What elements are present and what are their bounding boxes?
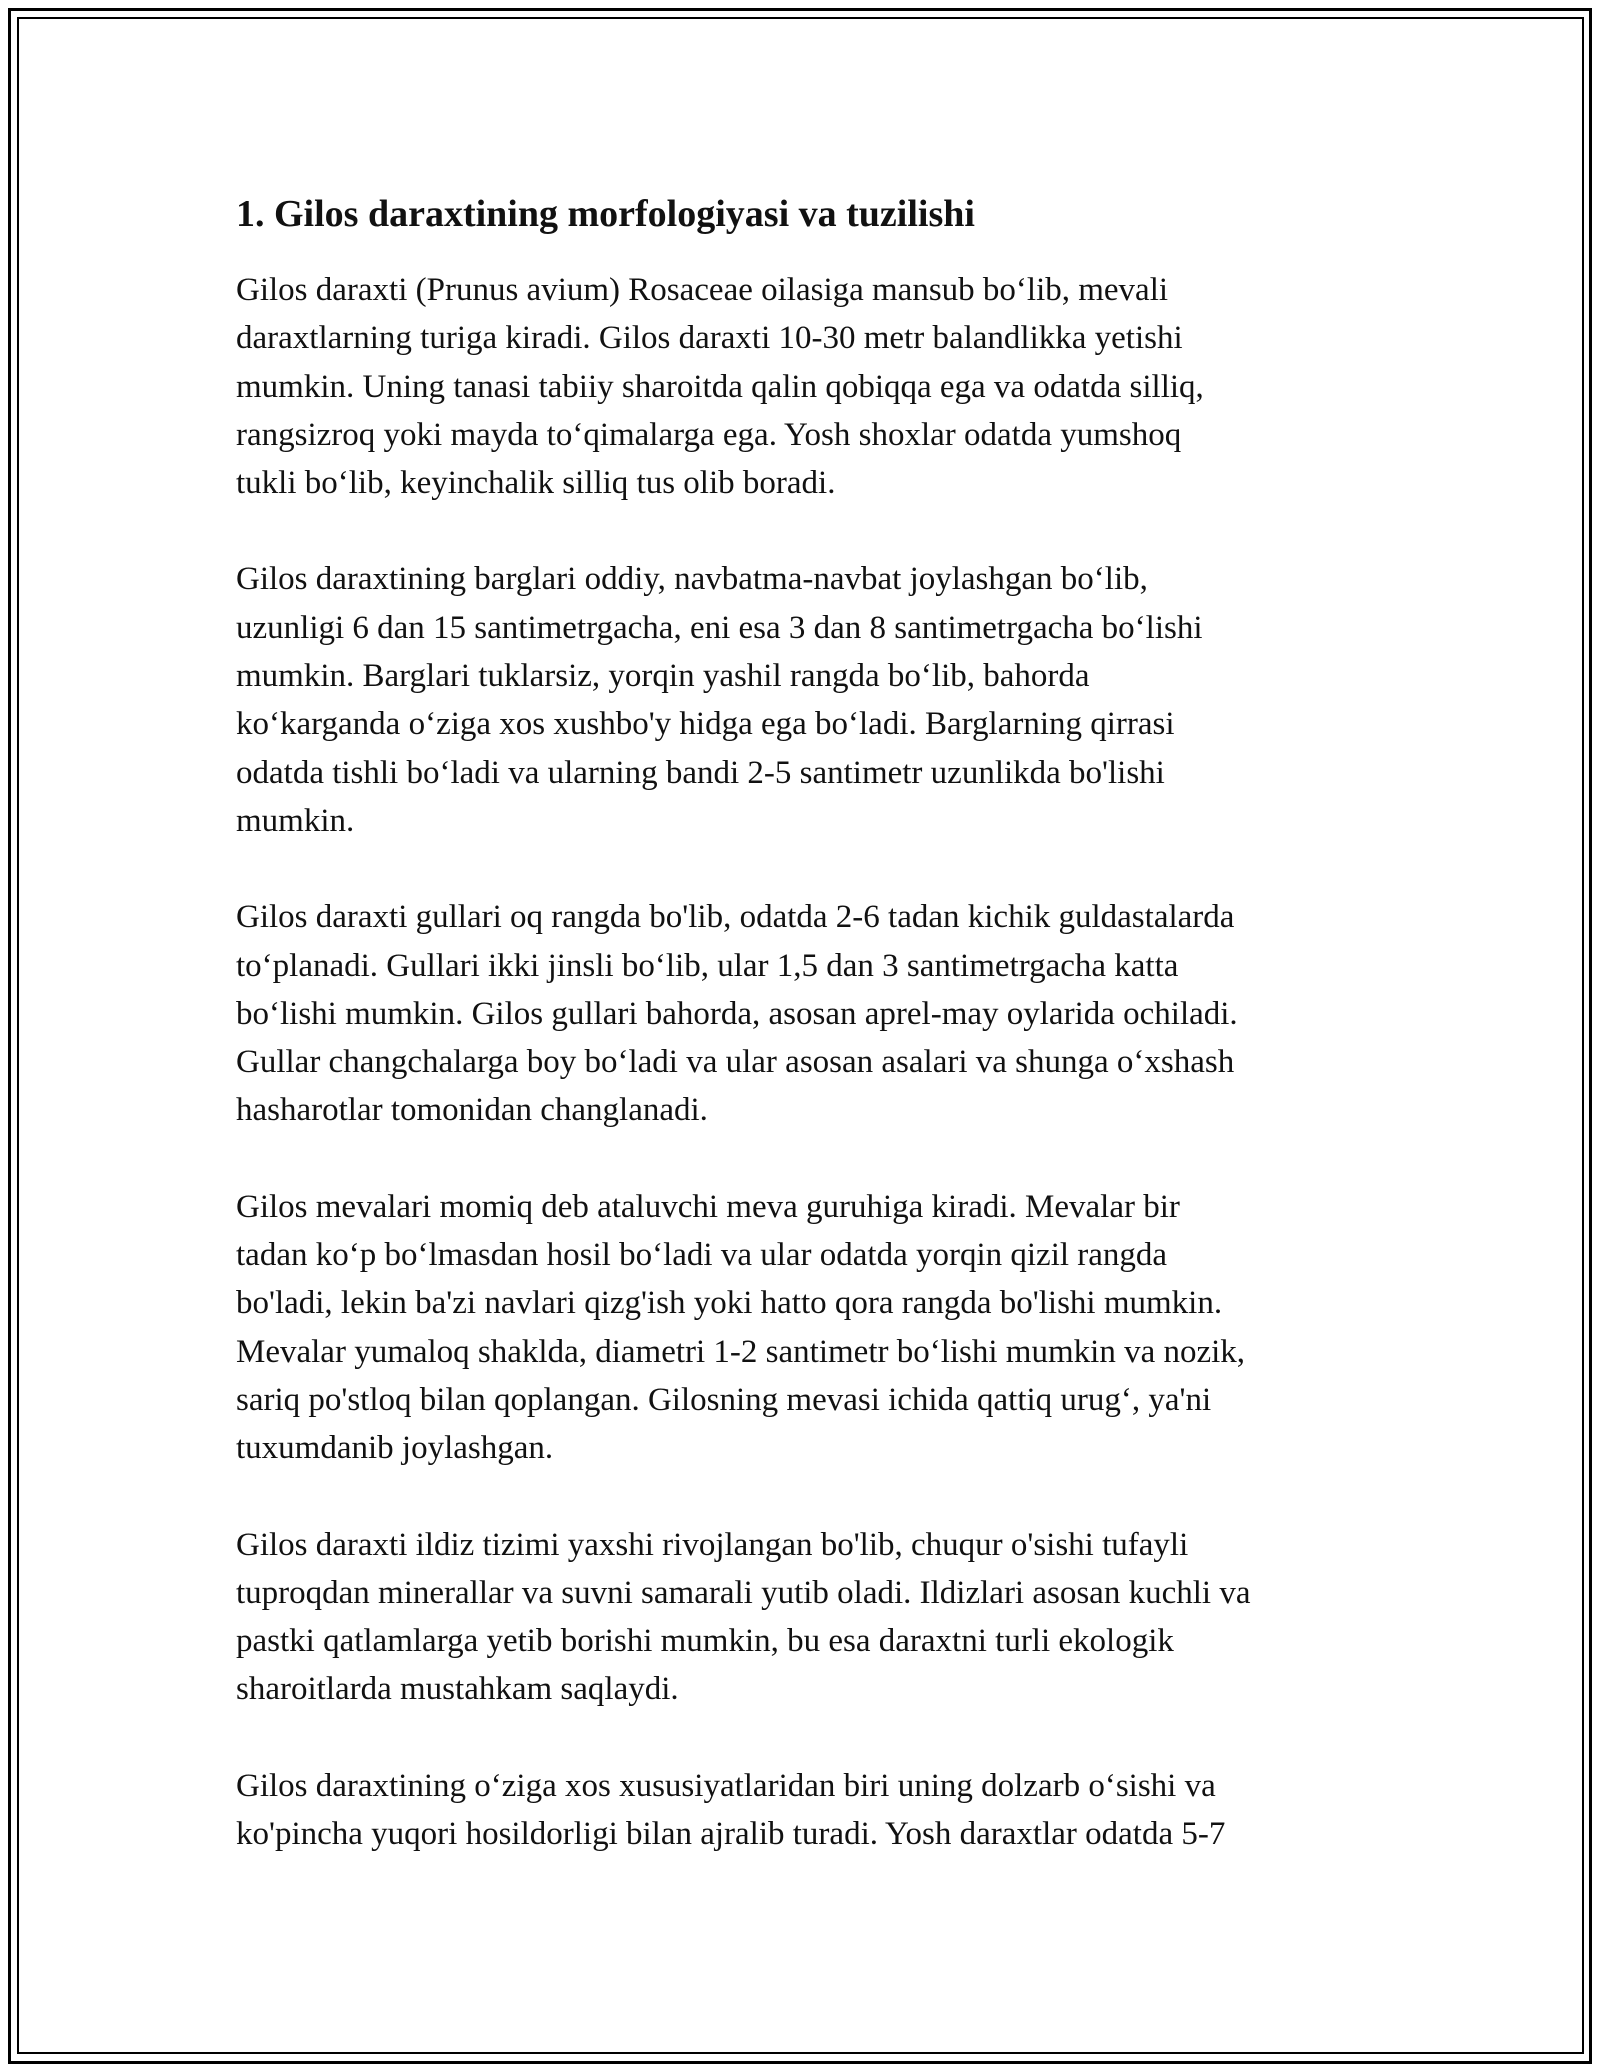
paragraph-stem-and-bark: Gilos daraxti (Prunus avium) Rosaceae oilasiga mansub bo‘lib, mevali daraxtlarning turiga kiradi. Gilos daraxti 10-30 metr balandlikka yetishi mumkin. Uning tanasi tabiiy sharoitda qalin qobiqqa ega va odatda silliq, rangsizroq yoki mayda to‘qimalarga ega. Yosh shoxlar odatda yumshoq tukli bo‘lib, keyinchalik silliq tus olib boradi.: [236, 272, 1204, 502]
paragraph-flowers: Gilos daraxti gullari oq rangda bo'lib, odatda 2-6 tadan kichik guldastalarda to‘planadi. Gullari ikki jinsli bo‘lib, ular 1,5 dan 3 santimetrgacha katta bo‘lishi mumkin. Gilos gullari bahorda, asosan aprel-may oylarida ochiladi. Gullar changchalarga boy bo‘ladi va ular asosan asalari va shunga o‘xshash hasharotlar tomonidan changlanadi.: [236, 899, 1238, 1129]
paragraph-roots: Gilos daraxti ildiz tizimi yaxshi rivojlangan bo'lib, chuqur o'sishi tufayli tuproqdan minerallar va suvni samarali yutib oladi. Ildizlari asosan kuchli va pastki qatlamlarga yetib borishi mumkin, bu esa daraxtni turli ekologik sharoitlarda mustahkam saqlaydi.: [236, 1526, 1251, 1708]
paragraph-leaves: Gilos daraxtining barglari oddiy, navbatma-navbat joylashgan bo‘lib, uzunligi 6 dan 15 santimetrgacha, eni esa 3 dan 8 santimetrgacha bo‘lishi mumkin. Barglari tuklarsiz, yorqin yashil rangda bo‘lib, bahorda ko‘karganda o‘ziga xos xushbo'y hidga ega bo‘ladi. Barglarning qirrasi odatda tishli bo‘ladi va ularning bandi 2-5 santimetr uzunlikda bo'lishi mumkin.: [236, 561, 1203, 839]
section-heading: 1. Gilos daraxtining morfologiyasi va tuzilishi: [236, 193, 975, 235]
paragraph-fruits: Gilos mevalari momiq deb ataluvchi meva guruhiga kiradi. Mevalar bir tadan ko‘p bo‘lmasdan hosil bo‘ladi va ular odatda yorqin qizil rangda bo'ladi, lekin ba'zi navlari qizg'ish yoki hatto qora rangda bo'lishi mumkin. Mevalar yumaloq shakldа, diametri 1-2 santimetr bo‘lishi mumkin va nozik, sariq po'stloq bilan qoplangan. Gilosning mevasi ichida qattiq urug‘, ya'ni tuxumdanib joylashgan.: [236, 1188, 1246, 1467]
document-body: [236, 186, 1366, 1906]
paragraph-growth: Gilos daraxtining o‘ziga xos xususiyatlaridan biri uning dolzarb o‘sishi va ko'pincha yuqori hosildorligi bilan ajralib turadi. Yosh daraxtlar odatda 5-7: [236, 1767, 1226, 1853]
